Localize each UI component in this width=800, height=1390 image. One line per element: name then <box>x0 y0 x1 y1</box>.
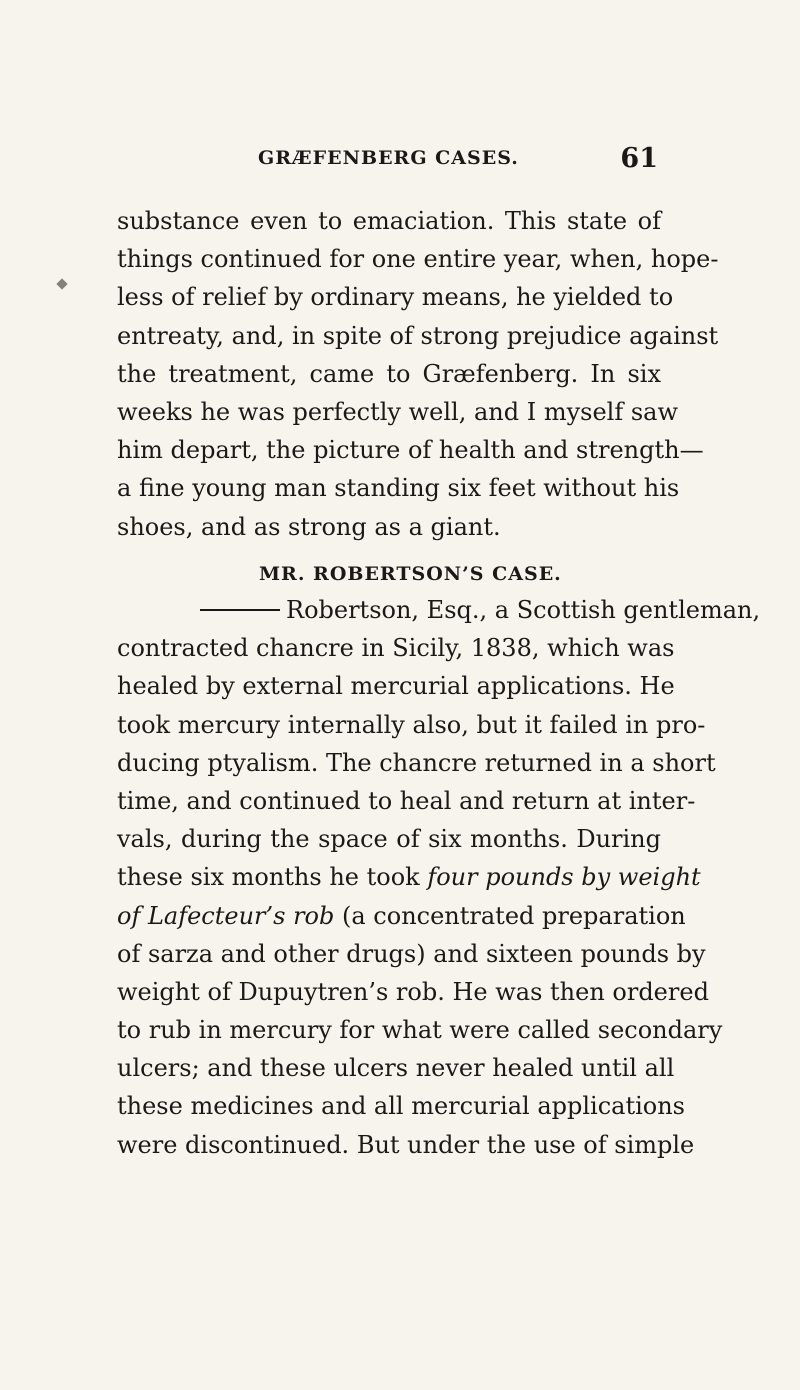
paragraph-2-line: vals, during the space of six months. During <box>117 825 661 854</box>
section-heading: MR. ROBERTSON’S CASE. <box>259 563 562 585</box>
ink-speck <box>56 278 67 289</box>
paragraph-1 <box>117 202 719 546</box>
paragraph-1-line: entreaty, and, in spite of strong prejudice against <box>117 321 719 350</box>
paragraph-2-line: time, and continued to heal and return at inter- <box>117 786 696 815</box>
paragraph-1-line: a fine young man standing six feet without his <box>117 474 680 503</box>
paragraph-2-italic-line <box>117 897 686 935</box>
paragraph-2-line: to rub in mercury for what were called secondary <box>117 1016 723 1045</box>
page-number: 61 <box>620 143 658 174</box>
paragraph-1-line: less of relief by ordinary means, he yielded to <box>117 283 674 312</box>
paragraph-2 <box>117 591 761 1164</box>
paragraph-2-line: were discontinued. But under the use of simple <box>117 1130 695 1159</box>
paragraph-1-line: shoes, and as strong as a giant. <box>117 512 501 541</box>
line-text: these six months he took <box>117 863 428 892</box>
first-line-text: Robertson, Esq., a Scottish gentleman, <box>286 596 761 624</box>
paragraph-2-italic-line <box>117 858 701 896</box>
paragraph-2-line: ducing ptyalism. The chancre returned in a short <box>117 748 716 777</box>
paragraph-2-line: took mercury internally also, but it failed in pro- <box>117 710 706 739</box>
running-title: GRÆFENBERG CASES. <box>258 147 519 169</box>
italic-phrase: of Lafecteur’s rob <box>117 901 335 930</box>
line-text: (a concentrated preparation <box>334 901 686 930</box>
paragraph-2-line: healed by external mercurial applications. He <box>117 672 675 701</box>
paragraph-1-line: things continued for one entire year, when, hope- <box>117 245 719 274</box>
paragraph-2-line: contracted chancre in Sicily, 1838, which was <box>117 634 675 663</box>
paragraph-2-line: of sarza and other drugs) and sixteen pounds by <box>117 939 706 968</box>
paragraph-1-line: the treatment, came to Græfenberg. In six <box>117 359 661 388</box>
paragraph-2-first-line <box>117 591 761 629</box>
paragraph-1-line: weeks he was perfectly well, and I myself saw <box>117 397 679 426</box>
name-dash <box>200 609 280 611</box>
paragraph-2-line: weight of Dupuytren’s rob. He was then ordered <box>117 977 709 1006</box>
paragraph-1-line: substance even to emaciation. This state of <box>117 207 661 235</box>
running-head <box>258 143 658 183</box>
paragraph-2-line: ulcers; and these ulcers never healed until all <box>117 1054 675 1083</box>
italic-phrase: four pounds by weight <box>427 863 701 892</box>
paragraph-1-line: him depart, the picture of health and strength— <box>117 436 704 465</box>
paragraph-2-line: these medicines and all mercurial applications <box>117 1092 685 1121</box>
